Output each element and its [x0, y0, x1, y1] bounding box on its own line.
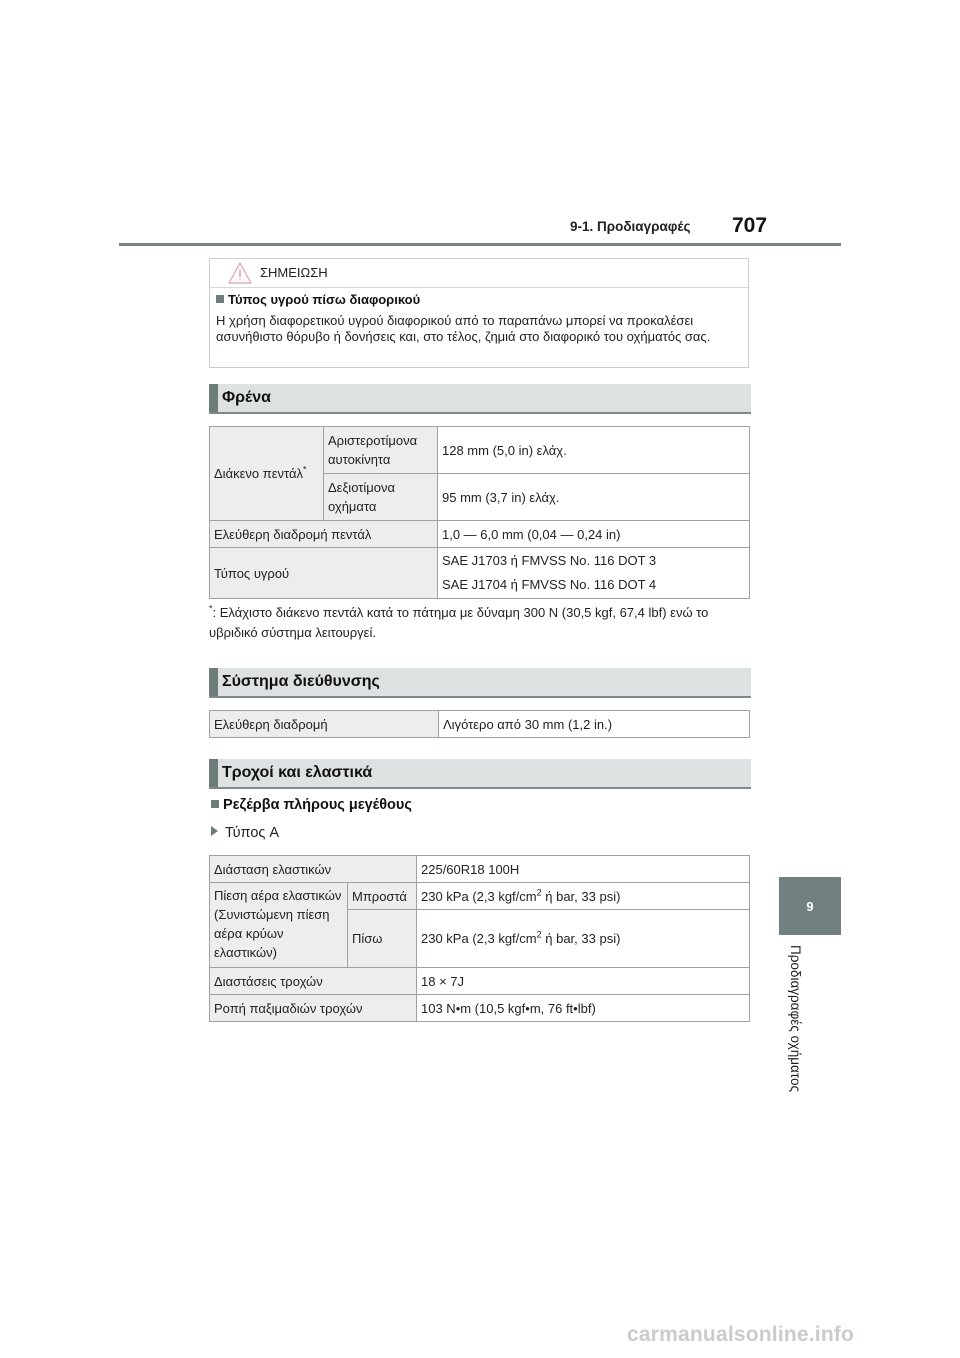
steering-table — [209, 710, 750, 738]
fluid-type-label: Τύπος υγρού — [210, 548, 438, 599]
section-title-brakes: Φρένα — [222, 389, 271, 406]
tire-pressure-label: Πίεση αέρα ελαστικών (Συνιστώμενη πίεση αέρα κρύων ελαστικών) — [210, 883, 348, 968]
spare-tire-heading: Ρεζέρβα πλήρους μεγέθους — [211, 797, 412, 813]
tire-size-value: 225/60R18 100H — [417, 856, 750, 883]
chapter-label: Προδιαγραφές οχήματος — [788, 945, 803, 1092]
chapter-number: 9 — [806, 898, 814, 914]
nut-torque-value: 103 N•m (10,5 kgf•m, 76 ft•lbf) — [417, 995, 750, 1022]
rear-pressure-value: 230 kPa (2,3 kgf/$cm^2$ ή bar, 33 psi) — [417, 910, 750, 968]
triangle-bullet-icon — [211, 826, 218, 836]
notice-header — [210, 259, 748, 288]
chapter-side-label — [785, 945, 805, 1120]
section-title-wheels: Τροχοί και ελαστικά — [222, 764, 373, 781]
lhd-label: Αριστεροτίμονα αυτοκίνητα — [324, 427, 438, 474]
wheel-size-value: 18 × 7J — [417, 968, 750, 995]
rhd-label: Δεξιοτίμονα οχήματα — [324, 474, 438, 521]
pedal-free-play-label: Ελεύθερη διαδρομή πεντάλ — [210, 521, 438, 548]
type-a-label: Τύπος A — [211, 825, 279, 841]
wheels-table — [209, 855, 750, 1022]
front-label: Μπροστά — [348, 883, 417, 910]
pedal-clearance-label: Διάκενο πεντάλ* — [210, 427, 324, 521]
rhd-value: 95 mm (3,7 in) ελάχ. — [438, 474, 750, 521]
notice-subtitle: Τύπος υγρού πίσω διαφορικού — [216, 292, 420, 307]
warning-icon — [228, 262, 252, 284]
rear-label: Πίσω — [348, 910, 417, 968]
wheel-size-label: Διαστάσεις τροχών — [210, 968, 417, 995]
steering-free-play-value: Λιγότερο από 30 mm (1,2 in.) — [439, 711, 750, 738]
nut-torque-label: Ροπή παξιμαδιών τροχών — [210, 995, 417, 1022]
lhd-value: 128 mm (5,0 in) ελάχ. — [438, 427, 750, 474]
section-title-steering: Σύστημα διεύθυνσης — [222, 673, 380, 690]
square-bullet-icon — [216, 295, 224, 303]
brakes-table — [209, 426, 750, 599]
page-number: 707 — [732, 214, 768, 237]
steering-free-play-label: Ελεύθερη διαδρομή — [210, 711, 439, 738]
notice-title: ΣΗΜΕΙΩΣΗ — [260, 265, 328, 280]
front-pressure-value: 230 kPa (2,3 kgf/$cm^2$ ή bar, 33 psi) — [417, 883, 750, 910]
fluid-type-value: SAE J1703 ή FMVSS No. 116 DOT 3 SAE J1704 ή FMVSS No. 116 DOT 4 — [438, 548, 750, 599]
notice-box — [209, 258, 749, 368]
pedal-free-play-value: 1,0 — 6,0 mm (0,04 — 0,24 in) — [438, 521, 750, 548]
chapter-tab[interactable] — [779, 877, 841, 935]
notice-body: Η χρήση διαφορετικού υγρού διαφορικού από το παραπάνω μπορεί να προκαλέσει ασυνήθιστο θόρυβο ή δονήσεις και, στο τέλος, ζημιά στο διαφορικό του οχήματός σας. — [216, 313, 711, 344]
tire-size-label: Διάσταση ελαστικών — [210, 856, 417, 883]
watermark: carmanualsonline.info — [627, 1323, 855, 1346]
header-rule — [119, 243, 841, 246]
section-bar-steering — [209, 668, 751, 698]
brakes-footnote: *: Ελάχιστο διάκενο πεντάλ κατά το πάτημα με δύναμη 300 N (30,5 kgf, 67,4 lbf) ενώ το υβριδικό σύστημα λειτουργεί. — [209, 603, 709, 640]
section-bar-brakes — [209, 384, 751, 414]
section-title: 9-1. Προδιαγραφές — [570, 219, 691, 234]
square-bullet-icon — [211, 800, 219, 808]
section-bar-wheels — [209, 759, 751, 789]
